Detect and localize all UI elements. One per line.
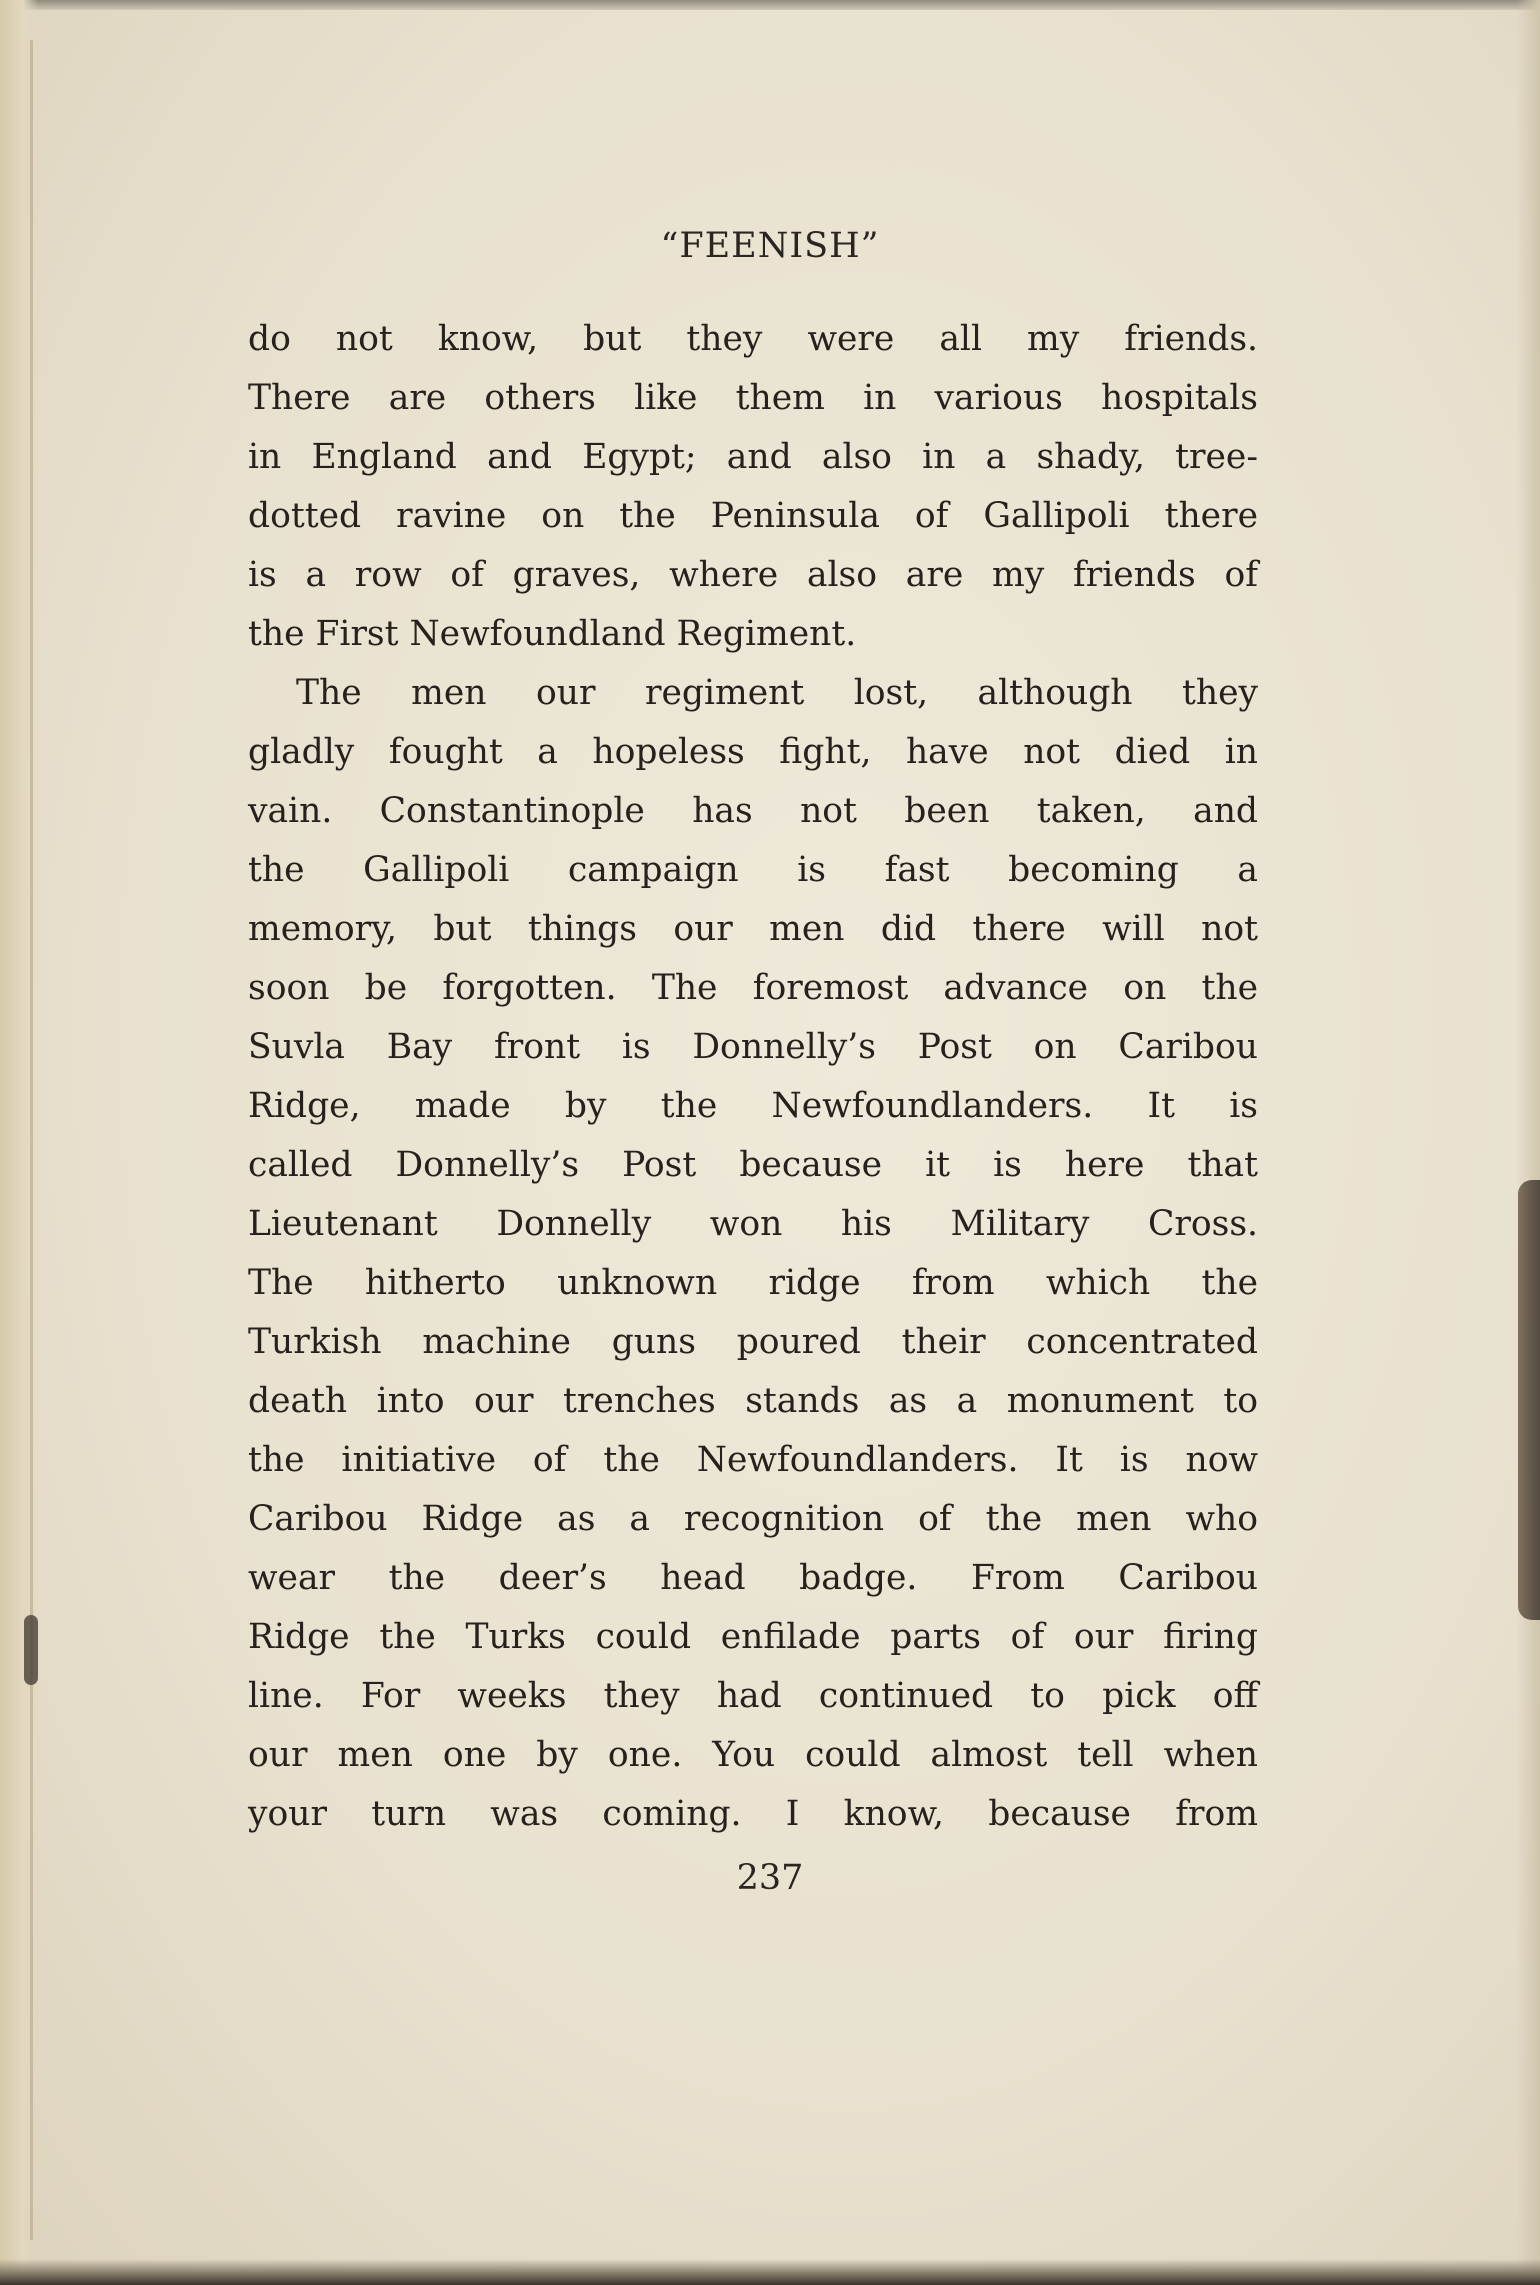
text-line: the Gallipoli campaign is fast becoming a: [248, 850, 1258, 890]
text-line: The hitherto unknown ridge from which the: [248, 1263, 1258, 1303]
text-line: memory, but things our men did there will not: [248, 909, 1258, 949]
page-number: 237: [736, 1858, 804, 1898]
text-line: the initiative of the Newfoundlanders. It is now: [248, 1440, 1258, 1480]
text-line: called Donnelly’s Post because it is here that: [248, 1145, 1258, 1185]
text-line: wear the deer’s head badge. From Caribou: [248, 1558, 1258, 1598]
running-head: “FEENISH”: [660, 226, 880, 266]
text-line: gladly fought a hopeless fight, have not died in: [248, 732, 1258, 772]
text-line: The men our regiment lost, although they: [296, 673, 1258, 713]
page-clip-shadow: [1518, 1180, 1540, 1620]
text-line: soon be forgotten. The foremost advance on the: [248, 968, 1258, 1008]
text-line: is a row of graves, where also are my friends of: [248, 555, 1258, 595]
text-line: our men one by one. You could almost tell when: [248, 1735, 1258, 1775]
text-line: your turn was coming. I know, because from: [248, 1794, 1258, 1834]
text-line: the First Newfoundland Regiment.: [248, 614, 857, 654]
text-line: Ridge the Turks could enfilade parts of our firing: [248, 1617, 1258, 1657]
text-line: line. For weeks they had continued to pick off: [248, 1676, 1258, 1716]
page-top-edge: [0, 0, 1540, 10]
text-line: Lieutenant Donnelly won his Military Cross.: [248, 1204, 1258, 1244]
text-line: Ridge, made by the Newfoundlanders. It is: [248, 1086, 1258, 1126]
text-line: do not know, but they were all my friends.: [248, 319, 1258, 359]
text-line: Suvla Bay front is Donnelly’s Post on Caribou: [248, 1027, 1258, 1067]
binding-thread-mark: [24, 1615, 38, 1685]
gutter-line: [30, 40, 33, 2240]
text-line: vain. Constantinople has not been taken, and: [248, 791, 1258, 831]
text-line: There are others like them in various hospitals: [248, 378, 1258, 418]
page-fore-edge: [1516, 0, 1540, 2285]
page-bottom-edge: [0, 2259, 1540, 2285]
text-line: death into our trenches stands as a monument to: [248, 1381, 1258, 1421]
text-line: Turkish machine guns poured their concentrated: [248, 1322, 1258, 1362]
text-line: in England and Egypt; and also in a shady, tree-: [248, 437, 1258, 477]
text-line: dotted ravine on the Peninsula of Gallipoli there: [248, 496, 1258, 536]
body-text: [248, 310, 1258, 1844]
text-line: Caribou Ridge as a recognition of the men who: [248, 1499, 1258, 1539]
